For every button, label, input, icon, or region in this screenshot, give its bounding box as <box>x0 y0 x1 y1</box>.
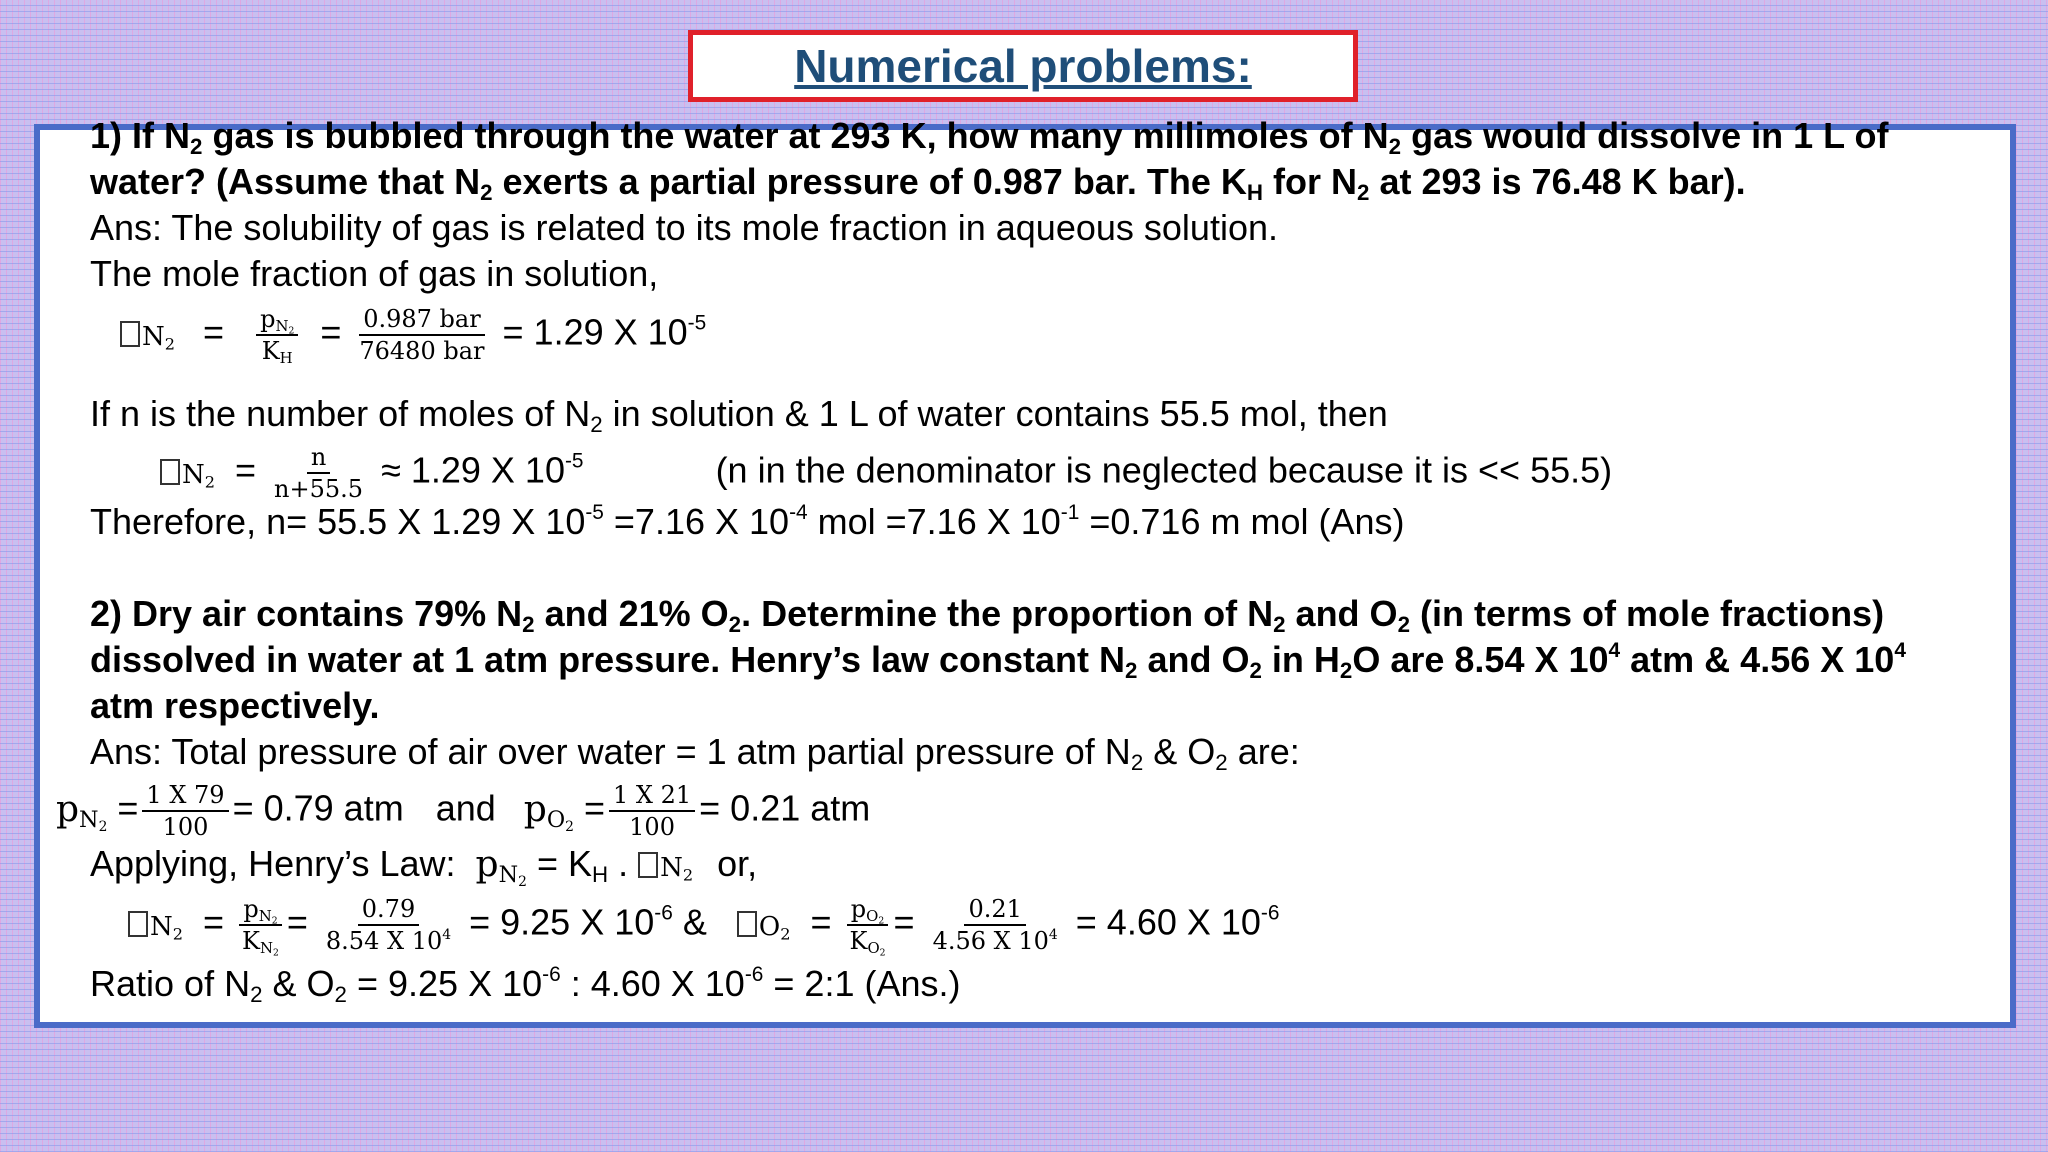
p2-question-line3: atm respectively. <box>90 685 380 726</box>
p2-partial-pressures: $p_{N_2}$ = $\frac{1 X 79}{100}$ = 0.79 atm and $p_{O_2}$ = $\frac{1 X 21}{100}$ = 0.21 atm <box>56 781 871 841</box>
p1-equation2: $N_2$ = $\frac{n}{n+55.5}$ ≈ 1.29 X $10^{-5}$ (n in the denominator is neglected because it is << 55.5) <box>160 442 1612 504</box>
title-box <box>688 30 1358 102</box>
p2-henry-law-line: Applying, Henry’s Law: $p_{N_2} = K_H$ . $N_2$ or, <box>90 843 758 891</box>
p1-moles-line: If n is the number of moles of $N_2$ in solution & 1 L of water contains 55.5 mol, then <box>90 393 1388 438</box>
p1-answer-line2: The mole fraction of gas in solution, <box>90 253 659 294</box>
p1-answer-line1: Ans: The solubility of gas is related to its mole fraction in aqueous solution. <box>90 207 1278 248</box>
mole-fraction-symbol <box>160 459 180 485</box>
p1-question-line1: 1) If $N_2$ gas is bubbled through the water at 293 K, how many millimoles of $N_2$ gas would dissolve in 1 L of <box>90 115 1889 160</box>
content-panel <box>34 115 2016 1028</box>
p2-question-line1: 2) Dry air contains 79% $N_2$ and 21% $O_2$. Determine the proportion of $N_2$ and $O_2$ (in terms of mole fractions) <box>90 593 1885 638</box>
mole-fraction-symbol <box>120 321 140 347</box>
p1-question-line2: water? (Assume that $N_2$ exerts a partial pressure of 0.987 bar. The $K_H$ for $N_2$ at 293 is 76.48 K bar). <box>90 161 1746 206</box>
slide-title: Numerical problems: <box>794 40 1252 92</box>
mole-fraction-symbol <box>737 911 757 937</box>
mole-fraction-symbol <box>638 852 658 878</box>
p2-question-line2: dissolved in water at 1 atm pressure. Henry’s law constant $N_2$ and $O_2$ in $H_2O$ are 8.54 X $10^4$ atm & 4.56 X $10^4$ <box>90 638 1906 684</box>
p2-answer-line1: Ans: Total pressure of air over water = 1 atm partial pressure of $N_2$ & $O_2$ are: <box>90 731 1300 776</box>
p2-mole-fractions: $N_2$ = $\frac{p_{N_2}}{K_{N_2}}$ = $\frac{0.79}{8.54 X 10^4}$ = 9.25 X $10^{-6}$ & $O_2$ = $\frac{p_{O_2}}{K_{O_2}}$ = $\frac{0.21}{4.56 X 10^4}$ = 4.60 X $10^{-6}$ <box>128 894 1279 956</box>
p1-equation1: $N_2$ = $\frac{p_{N_2}}{K_H}$ = $\frac{\text{0.987 bar}}{\text{76480 bar}}$ = 1.29 X $10^{-5}$ <box>120 304 706 366</box>
mole-fraction-symbol <box>128 911 148 937</box>
p1-therefore-line: Therefore, n= 55.5 X 1.29 X $10^{-5} =7.16$ X $10^{-4}$ mol =7.16 X $10^{-1} =0.716$ m mol (Ans) <box>90 500 1405 542</box>
p2-ratio-line: Ratio of $N_2$ & $O_2 = 9.25$ X $10^{-6}$ : 4.60 X $10^{-6}$ = 2:1 (Ans.) <box>90 962 961 1008</box>
